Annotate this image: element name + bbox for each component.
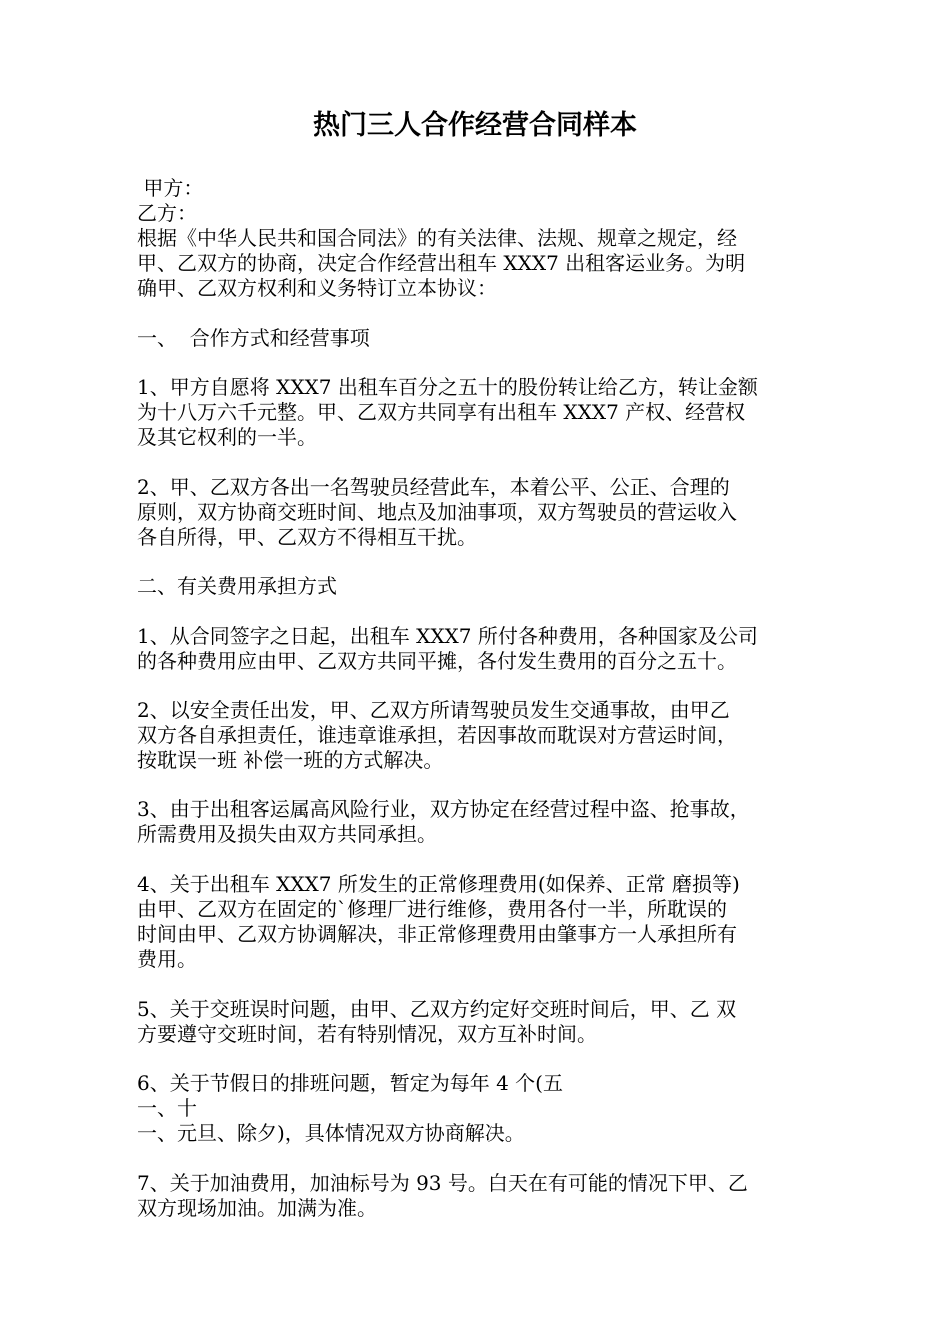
text-line: 一、元旦、除夕)，具体情况双方协商解决。 bbox=[137, 1121, 525, 1145]
text-line: 3、由于出租客运属高风险行业，双方协定在经营过程中盗、抢事故， bbox=[137, 797, 750, 821]
text-line: 确甲、乙双方权利和义务特订立本协议： bbox=[137, 276, 497, 300]
text-line: 5、关于交班误时问题，由甲、乙双方约定好交班时间后，甲、乙 双 bbox=[137, 997, 737, 1021]
text-line: 双方现场加油。加满为准。 bbox=[137, 1196, 377, 1220]
text-line: 时间由甲、乙双方协调解决，非正常修理费用由肇事方一人承担所有 bbox=[137, 922, 737, 946]
text-line: 为十八万六千元整。甲、乙双方共同享有出租车 XXX7 产权、经营权 bbox=[137, 400, 746, 424]
text-line: 一、 合作方式和经营事项 bbox=[137, 326, 370, 350]
text-line: 各自所得，甲、乙双方不得相互干扰。 bbox=[137, 525, 477, 549]
text-line: 原则，双方协商交班时间、地点及加油事项，双方驾驶员的营运收入 bbox=[137, 500, 737, 524]
text-line: 二、有关费用承担方式 bbox=[137, 574, 337, 598]
text-line: 1、甲方自愿将 XXX7 出租车百分之五十的股份转让给乙方，转让金额 bbox=[137, 375, 758, 399]
document-title: 热门三人合作经营合同样本 bbox=[313, 110, 637, 141]
text-line: 2、以安全责任出发，甲、乙双方所请驾驶员发生交通事故，由甲乙 bbox=[137, 698, 730, 722]
text-line: 方要遵守交班时间，若有特别情况，双方互补时间。 bbox=[137, 1022, 597, 1046]
text-line: 及其它权利的一半。 bbox=[137, 425, 317, 449]
text-line: 7、关于加油费用，加油标号为 93 号。白天在有可能的情况下甲、乙 bbox=[137, 1171, 748, 1195]
text-line: 一、十 bbox=[137, 1096, 197, 1120]
text-line: 由甲、乙双方在固定的`修理厂进行维修，费用各付一半，所耽误的 bbox=[137, 897, 727, 921]
text-line: 按耽误一班 补偿一班的方式解决。 bbox=[137, 748, 444, 772]
text-line: 甲、乙双方的协商，决定合作经营出租车 XXX7 出租客运业务。为明 bbox=[137, 251, 746, 275]
text-line: 费用。 bbox=[137, 947, 197, 971]
text-line: 根据《中华人民共和国合同法》的有关法律、法规、规章之规定，经 bbox=[137, 226, 737, 250]
text-line: 4、关于出租车 XXX7 所发生的正常修理费用(如保养、正常 磨损等) bbox=[137, 872, 740, 896]
text-line: 所需费用及损失由双方共同承担。 bbox=[137, 822, 437, 846]
text-line: 双方各自承担责任，谁违章谁承担，若因事故而耽误对方营运时间， bbox=[137, 723, 737, 747]
text-line: 2、甲、乙双方各出一名驾驶员经营此车，本着公平、公正、合理的 bbox=[137, 475, 730, 499]
text-line: 的各种费用应由甲、乙双方共同平摊，各付发生费用的百分之五十。 bbox=[137, 649, 737, 673]
text-line: 甲方： bbox=[137, 176, 204, 200]
text-line: 1、从合同签字之日起，出租车 XXX7 所付各种费用，各种国家及公司 bbox=[137, 624, 758, 648]
text-line: 乙方： bbox=[137, 201, 197, 225]
text-line: 6、关于节假日的排班问题，暂定为每年 4 个(五 bbox=[137, 1071, 563, 1095]
